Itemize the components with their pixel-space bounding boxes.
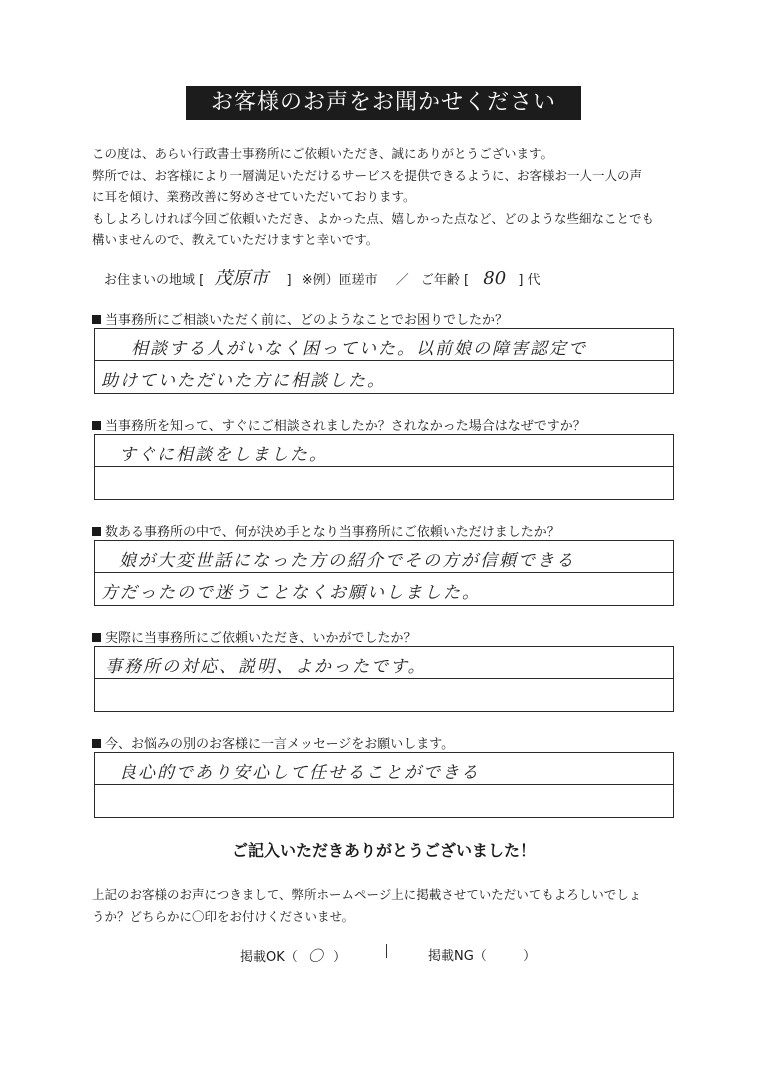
intro-line: この度は、あらい行政書士事務所にご依頼いただき、誠にありがとうございます。 (92, 146, 554, 161)
answer-line[interactable] (95, 329, 673, 361)
publish-ng-label: 掲載NG（ (428, 949, 487, 964)
answer-line[interactable] (95, 753, 673, 785)
permission-line: 上記のお客様のお声につきまして、弊所ホームページ上に掲載させていただいてもよろしいでしょ (92, 887, 642, 902)
question-2 (92, 415, 586, 434)
answer-text: 相談する人がいなく困っていた。以前娘の障害認定で (131, 339, 587, 359)
intro-text (92, 143, 682, 251)
page-title: お客様のお声をお聞かせください (186, 86, 581, 120)
answer-line[interactable] (95, 573, 673, 605)
answer-text: 方だったので迷うことなくお願いしました。 (101, 583, 481, 603)
age-close: ] 代 (518, 273, 541, 288)
answer-text: 良心的であり安心して任せることができる (119, 763, 480, 783)
circle-mark-icon: 〇 (307, 947, 323, 965)
intro-line: に耳を傾け、業務改善に努めさせていただいております。 (92, 189, 416, 204)
answer-box-4[interactable] (94, 646, 674, 712)
answer-text: 娘が大変世話になった方の紹介でその方が信頼できる (119, 551, 575, 571)
question-4 (92, 627, 416, 646)
square-bullet-icon (92, 739, 101, 748)
permission-line: うか？どちらかに〇印をお付けくださいませ。 (92, 909, 355, 924)
intro-line: もしよろしければ今回ご依頼いただき、よかった点、嬉しかった点など、どのような些細なことでも (92, 210, 655, 226)
answer-line[interactable] (95, 467, 673, 499)
question-3 (92, 521, 560, 540)
answer-box-5[interactable] (94, 752, 674, 818)
age-label: ご年齢 [ (420, 273, 470, 288)
publish-ok-label: 掲載OK（ (240, 950, 298, 965)
slash-separator: ／ (395, 273, 409, 288)
question-1 (92, 309, 508, 328)
square-bullet-icon (92, 315, 101, 324)
publish-ok-option[interactable] (240, 945, 346, 966)
age-value[interactable]: 80 (483, 268, 507, 289)
square-bullet-icon (92, 633, 101, 642)
region-age-row (104, 264, 541, 290)
question-5 (92, 733, 454, 752)
question-text: 実際に当事務所にご依頼いただき、いかがでしたか？ (105, 631, 417, 646)
question-text: 今、お悩みの別のお客様に一言メッセージをお願いします。 (105, 737, 455, 752)
answer-line[interactable] (95, 785, 673, 817)
region-label: お住まいの地域 [ (104, 273, 205, 288)
publish-ng-close: ） (523, 949, 537, 964)
answer-line[interactable] (95, 541, 673, 573)
answer-line[interactable] (95, 679, 673, 711)
answer-box-3[interactable] (94, 540, 674, 606)
answer-text: すぐに相談をしました。 (119, 445, 328, 465)
square-bullet-icon (92, 527, 101, 536)
answer-box-2[interactable] (94, 434, 674, 500)
region-example: ※例）匝瑳市 (301, 273, 378, 288)
answer-box-1[interactable] (94, 328, 674, 394)
thank-you-message: ご記入いただきありがとうございました！ (231, 841, 536, 860)
region-value[interactable]: 茂原市 (214, 268, 269, 289)
answer-text: 助けていただいた方に相談した。 (101, 371, 386, 391)
question-text: 数ある事務所の中で、何が決め手となり当事務所にご依頼いただけましたか？ (105, 525, 560, 540)
choice-divider (386, 944, 387, 958)
square-bullet-icon (92, 421, 101, 430)
question-text: 当事務所にご相談いただく前に、どのようなことでお困りでしたか？ (105, 313, 509, 328)
permission-text (92, 884, 682, 928)
answer-line[interactable] (95, 361, 673, 393)
answer-line[interactable] (95, 435, 673, 467)
intro-line: 弊所では、お客様により一層満足いただけるサービスを提供できるように、お客様お一人一人の声 (92, 167, 643, 183)
publish-ng-option[interactable] (428, 945, 536, 964)
publish-ok-close: ） (333, 950, 347, 965)
region-close: ] (286, 273, 292, 288)
answer-text: 事務所の対応、説明、よかったです。 (105, 657, 427, 677)
answer-line[interactable] (95, 647, 673, 679)
question-text: 当事務所を知って、すぐにご相談されましたか？されなかった場合はなぜですか？ (105, 419, 586, 434)
intro-line: 構いませんので、教えていただけますと幸いです。 (92, 232, 379, 247)
